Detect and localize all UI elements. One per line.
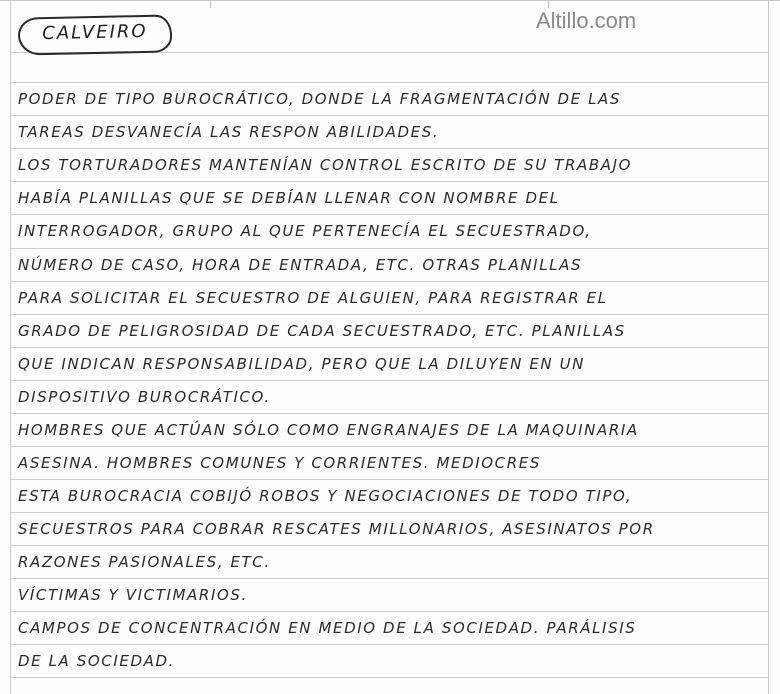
ruled-line — [10, 115, 768, 116]
title-tag-text: CALVEIRO — [42, 20, 148, 45]
top-rule — [0, 0, 780, 5]
watermark: Altillo.com — [536, 8, 637, 33]
text-line: QUE INDICAN RESPONSABILIDAD, PERO QUE LA DILUYEN EN UN — [18, 355, 585, 373]
ruled-line — [10, 248, 768, 249]
text-line: NÚMERO DE CASO, HORA DE ENTRADA, ETC. OTRAS PLANILLAS — [18, 256, 583, 274]
text-line: LOS TORTURADORES MANTENÍAN CONTROL ESCRITO DE SU TRABAJO — [18, 156, 633, 174]
ruled-line — [10, 82, 768, 83]
right-margin-line — [768, 0, 769, 694]
ruled-line — [10, 380, 768, 381]
text-line: PARA SOLICITAR EL SECUESTRO DE ALGUIEN, PARA REGISTRAR EL — [18, 289, 608, 307]
text-line: SECUESTROS PARA COBRAR RESCATES MILLONARIOS, ASESINATOS POR — [18, 520, 655, 538]
top-tick — [548, 0, 549, 8]
title-tag — [18, 14, 173, 55]
ruled-line — [10, 281, 768, 282]
ruled-line — [10, 611, 768, 612]
ruled-line — [10, 479, 768, 480]
ruled-line — [10, 578, 768, 579]
text-line: ESTA BUROCRACIA COBIJÓ ROBOS Y NEGOCIACIONES DE TODO TIPO, — [18, 487, 633, 505]
text-line: TAREAS DESVANECÍA LAS RESPON ABILIDADES. — [18, 123, 440, 141]
ruled-line — [10, 677, 768, 678]
ruled-line — [10, 148, 768, 149]
top-tick — [210, 0, 211, 8]
ruled-line — [10, 347, 768, 348]
ruled-line — [10, 214, 768, 215]
text-line: PODER DE TIPO BUROCRÁTICO, DONDE LA FRAGMENTACIÓN DE LAS — [18, 90, 622, 108]
text-line: CAMPOS DE CONCENTRACIÓN EN MEDIO DE LA SOCIEDAD. PARÁLISIS — [18, 619, 637, 637]
text-line: INTERROGADOR, GRUPO AL QUE PERTENECÍA EL SECUESTRADO, — [18, 222, 592, 240]
ruled-line — [10, 314, 768, 315]
text-line: RAZONES PASIONALES, ETC. — [18, 553, 271, 571]
ruled-line — [10, 413, 768, 414]
text-line: DE LA SOCIEDAD. — [18, 652, 176, 670]
text-line: HOMBRES QUE ACTÚAN SÓLO COMO ENGRANAJES DE LA MAQUINARIA — [18, 421, 639, 439]
text-line: VÍCTIMAS Y VICTIMARIOS. — [18, 586, 248, 604]
text-line: HABÍA PLANILLAS QUE SE DEBÍAN LLENAR CON NOMBRE DEL — [18, 189, 560, 207]
text-line: GRADO DE PELIGROSIDAD DE CADA SECUESTRADO, ETC. PLANILLAS — [18, 322, 626, 340]
text-line: ASESINA. HOMBRES COMUNES Y CORRIENTES. MEDIOCRES — [18, 454, 541, 472]
ruled-line — [10, 512, 768, 513]
ruled-line — [10, 644, 768, 645]
ruled-line — [10, 446, 768, 447]
ruled-line — [10, 181, 768, 182]
ruled-line — [10, 545, 768, 546]
text-line: DISPOSITIVO BUROCRÁTICO. — [18, 388, 271, 406]
